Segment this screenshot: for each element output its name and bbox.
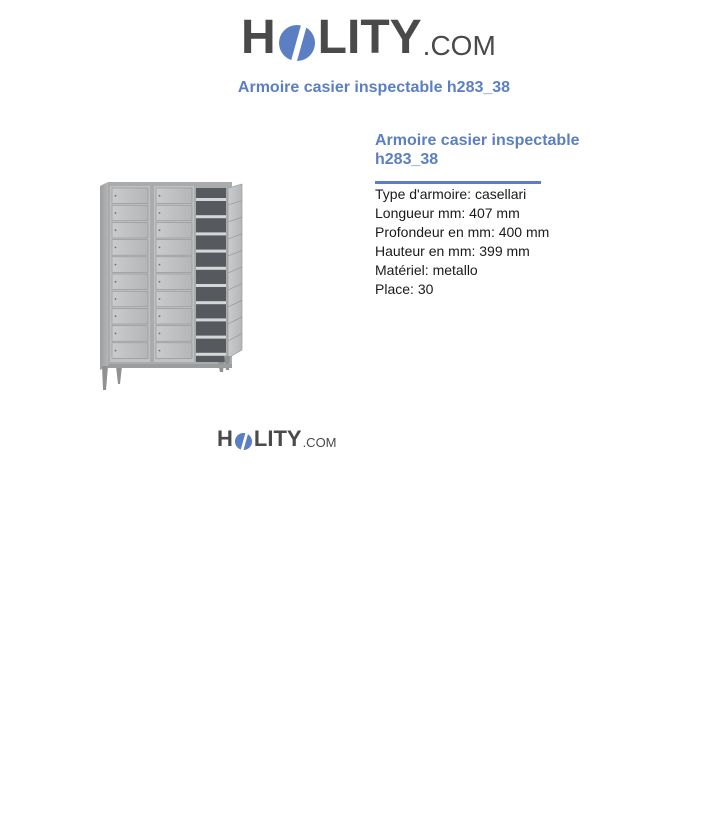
spec-item: [375, 204, 549, 223]
locker-door: [156, 257, 192, 273]
spec-item: [375, 223, 549, 242]
lock-icon: [159, 333, 161, 335]
locker-door: [156, 308, 192, 324]
spec-separator: :: [461, 205, 470, 221]
spec-value: 400 mm: [498, 224, 550, 240]
locker-door: [112, 188, 148, 204]
lock-icon: [115, 212, 117, 214]
shelf: [196, 301, 226, 304]
logo-o-icon: [277, 18, 317, 58]
spec-separator: :: [467, 186, 475, 202]
product-title: Armoire casier inspectable h283_38: [375, 132, 580, 168]
lock-icon: [159, 229, 161, 231]
brand-logo-bottom[interactable]: [217, 425, 337, 453]
title-divider: [375, 181, 541, 184]
lock-icon: [159, 195, 161, 197]
lock-icon: [115, 229, 117, 231]
logo-text-end: LITY: [317, 11, 422, 64]
spec-label: Profondeur en mm: [375, 224, 491, 240]
lock-icon: [159, 247, 161, 249]
shelf: [196, 215, 226, 218]
lock-icon: [115, 247, 117, 249]
product-specs-list: [375, 185, 549, 299]
locker-door: [112, 205, 148, 221]
spec-value: casellari: [474, 186, 527, 202]
lock-icon: [159, 281, 161, 283]
spec-label: Place: [375, 281, 411, 297]
lock-icon: [115, 333, 117, 335]
logo-o-icon-small: [234, 430, 253, 449]
locker-door: [156, 274, 192, 290]
logo-text-end-small: LITY: [253, 426, 302, 451]
logo-suffix: .COM: [422, 30, 496, 61]
lock-icon: [115, 298, 117, 300]
lock-icon: [115, 195, 117, 197]
locker-door: [112, 274, 148, 290]
lock-icon: [115, 281, 117, 283]
locker-door: [156, 240, 192, 256]
spec-separator: :: [490, 224, 499, 240]
shelf: [196, 336, 226, 339]
lock-icon: [115, 315, 117, 317]
page-title: Armoire casier inspectable h283_38: [237, 79, 511, 96]
spec-separator: :: [410, 281, 418, 297]
shelf: [196, 232, 226, 235]
locker-door: [156, 188, 192, 204]
spec-item: [375, 280, 549, 299]
lock-icon: [159, 298, 161, 300]
shelf: [196, 318, 226, 321]
locker-cabinet-image: [96, 180, 248, 392]
spec-item: [375, 242, 549, 261]
lock-icon: [159, 212, 161, 214]
lock-icon: [159, 350, 161, 352]
locker-door: [112, 222, 148, 238]
lock-icon: [115, 350, 117, 352]
lock-icon: [159, 315, 161, 317]
spec-value: 407 mm: [469, 205, 520, 221]
locker-door: [156, 343, 192, 359]
locker-door: [156, 222, 192, 238]
locker-door: [156, 326, 192, 342]
spec-value: 399 mm: [479, 243, 530, 259]
locker-door: [112, 326, 148, 342]
spec-item: [375, 185, 549, 204]
spec-value: metallo: [432, 262, 478, 278]
locker-door: [156, 291, 192, 307]
shelf: [196, 284, 226, 287]
spec-separator: :: [424, 262, 433, 278]
spec-label: Hauteur en mm: [375, 243, 472, 259]
lock-icon: [159, 264, 161, 266]
shelf: [196, 267, 226, 270]
locker-door: [112, 257, 148, 273]
brand-logo-top[interactable]: [241, 8, 496, 68]
shelf: [196, 250, 226, 253]
lock-icon: [115, 264, 117, 266]
locker-door: [156, 205, 192, 221]
shelf: [196, 198, 226, 201]
logo-text-start: H: [241, 11, 276, 64]
locker-door: [112, 240, 148, 256]
spec-separator: :: [471, 243, 480, 259]
logo-wordmark: [241, 8, 422, 68]
spec-value: 30: [417, 281, 434, 297]
spec-label: Longueur mm: [375, 205, 462, 221]
shelf: [196, 353, 226, 356]
spec-label: Type d'armoire: [375, 186, 468, 202]
locker-door: [112, 343, 148, 359]
locker-door: [112, 308, 148, 324]
logo-suffix-small: .COM: [302, 435, 337, 450]
logo-wordmark-small: [217, 425, 302, 453]
spec-label: Matériel: [375, 262, 425, 278]
spec-item: [375, 261, 549, 280]
locker-door: [112, 291, 148, 307]
logo-text-start-small: H: [217, 426, 233, 451]
